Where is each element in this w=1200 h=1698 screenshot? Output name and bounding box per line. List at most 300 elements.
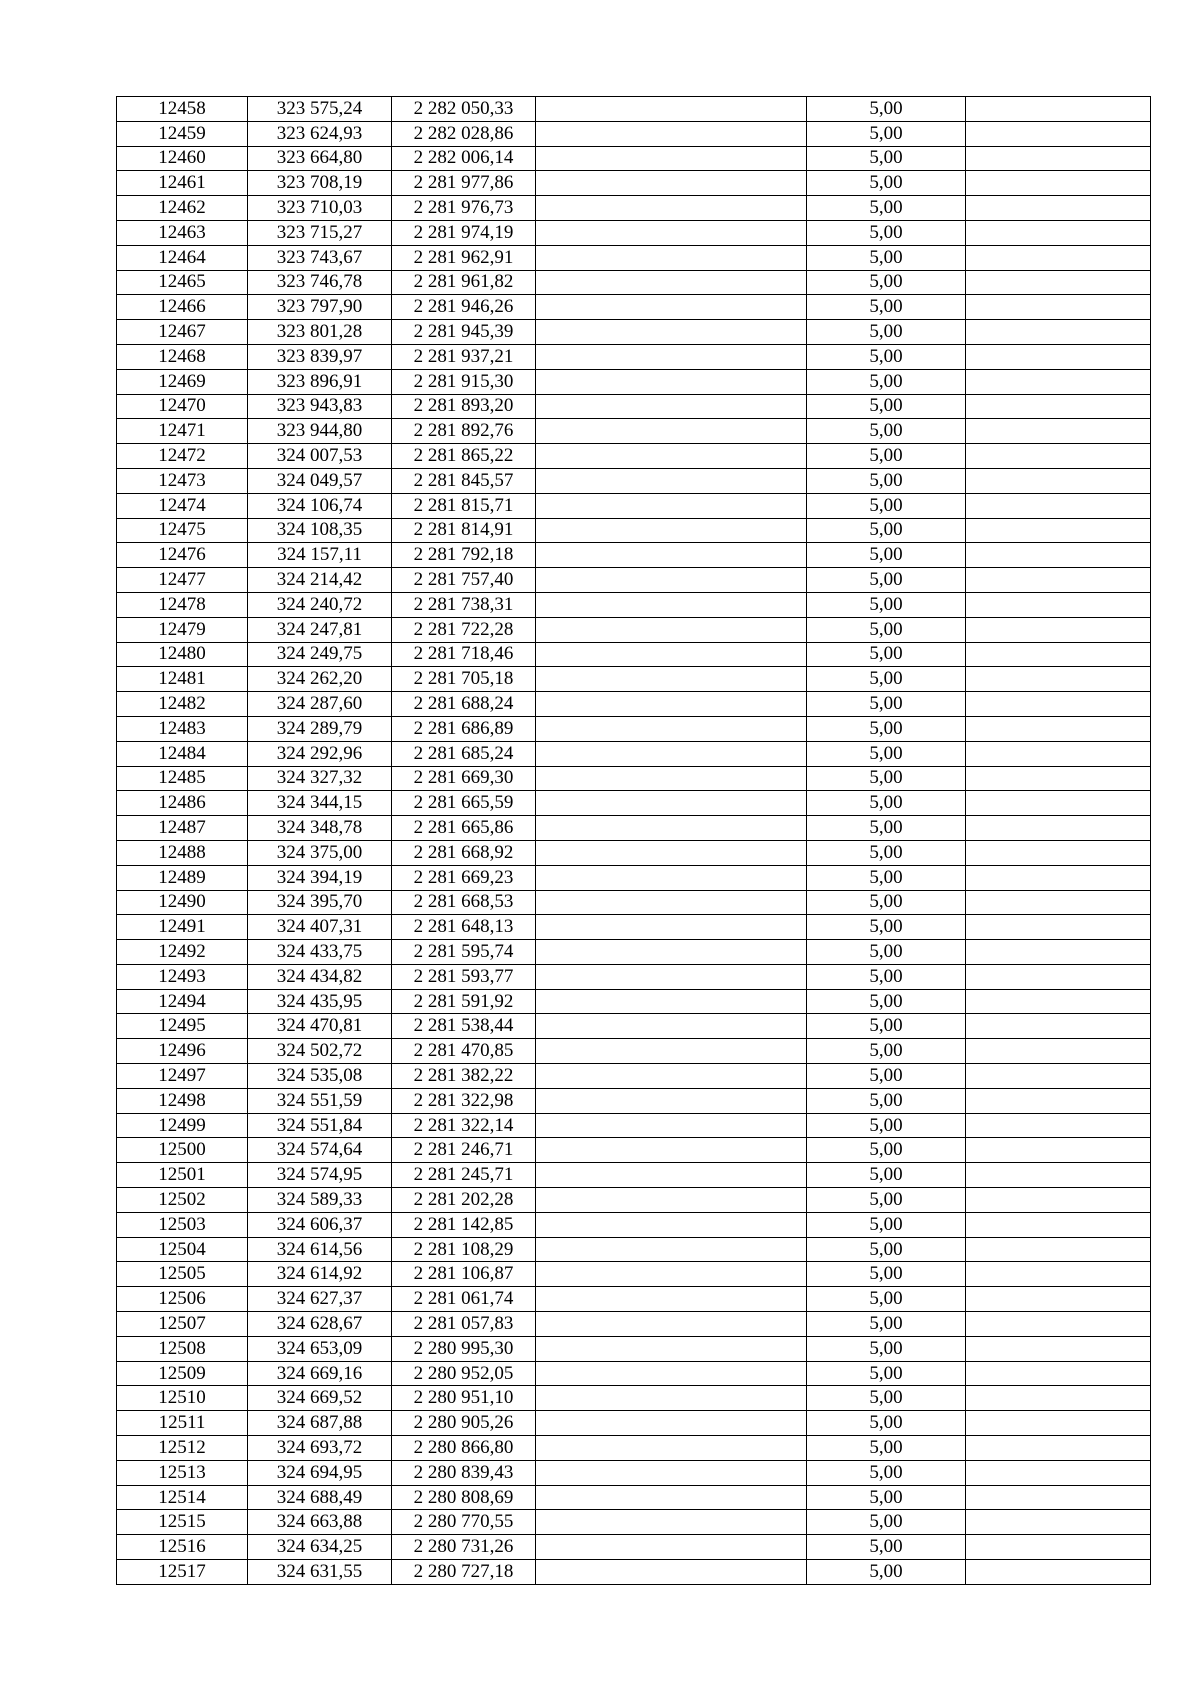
point-number-cell: 12478: [117, 592, 248, 617]
x-coordinate-cell: 324 693,72: [248, 1436, 392, 1461]
empty-cell: [966, 642, 1151, 667]
value-cell: 5,00: [807, 1411, 966, 1436]
x-coordinate-cell: 323 839,97: [248, 344, 392, 369]
table-row: [117, 444, 1151, 469]
empty-cell: [966, 1064, 1151, 1089]
y-coordinate-cell: 2 281 202,28: [392, 1188, 536, 1213]
value-cell: 5,00: [807, 171, 966, 196]
x-coordinate-cell: 323 896,91: [248, 369, 392, 394]
empty-cell: [536, 940, 807, 965]
value-cell: 5,00: [807, 1535, 966, 1560]
point-number-cell: 12514: [117, 1485, 248, 1510]
value-cell: 5,00: [807, 1113, 966, 1138]
point-number-cell: 12474: [117, 493, 248, 518]
y-coordinate-cell: 2 281 106,87: [392, 1262, 536, 1287]
empty-cell: [966, 270, 1151, 295]
value-cell: 5,00: [807, 270, 966, 295]
table-row: [117, 146, 1151, 171]
value-cell: 5,00: [807, 245, 966, 270]
point-number-cell: 12499: [117, 1113, 248, 1138]
value-cell: 5,00: [807, 1237, 966, 1262]
value-cell: 5,00: [807, 369, 966, 394]
x-coordinate-cell: 324 631,55: [248, 1560, 392, 1585]
table-row: [117, 369, 1151, 394]
x-coordinate-cell: 324 433,75: [248, 940, 392, 965]
empty-cell: [536, 667, 807, 692]
x-coordinate-cell: 323 575,24: [248, 97, 392, 122]
empty-cell: [536, 320, 807, 345]
empty-cell: [966, 989, 1151, 1014]
value-cell: 5,00: [807, 568, 966, 593]
empty-cell: [966, 1560, 1151, 1585]
empty-cell: [536, 1361, 807, 1386]
y-coordinate-cell: 2 281 705,18: [392, 667, 536, 692]
empty-cell: [966, 468, 1151, 493]
x-coordinate-cell: 324 669,52: [248, 1386, 392, 1411]
table-row: [117, 1485, 1151, 1510]
value-cell: 5,00: [807, 121, 966, 146]
table-row: [117, 617, 1151, 642]
y-coordinate-cell: 2 280 731,26: [392, 1535, 536, 1560]
empty-cell: [966, 1212, 1151, 1237]
empty-cell: [966, 940, 1151, 965]
empty-cell: [536, 1014, 807, 1039]
empty-cell: [966, 1510, 1151, 1535]
table-row: [117, 295, 1151, 320]
empty-cell: [966, 171, 1151, 196]
empty-cell: [966, 320, 1151, 345]
point-number-cell: 12460: [117, 146, 248, 171]
x-coordinate-cell: 324 435,95: [248, 989, 392, 1014]
table-row: [117, 344, 1151, 369]
table-row: [117, 642, 1151, 667]
y-coordinate-cell: 2 281 246,71: [392, 1138, 536, 1163]
value-cell: 5,00: [807, 1212, 966, 1237]
y-coordinate-cell: 2 281 685,24: [392, 741, 536, 766]
empty-cell: [536, 1436, 807, 1461]
value-cell: 5,00: [807, 642, 966, 667]
table-row: [117, 1560, 1151, 1585]
value-cell: 5,00: [807, 592, 966, 617]
y-coordinate-cell: 2 280 905,26: [392, 1411, 536, 1436]
x-coordinate-cell: 324 249,75: [248, 642, 392, 667]
table-row: [117, 1237, 1151, 1262]
point-number-cell: 12505: [117, 1262, 248, 1287]
table-row: [117, 543, 1151, 568]
point-number-cell: 12484: [117, 741, 248, 766]
empty-cell: [536, 766, 807, 791]
table-row: [117, 741, 1151, 766]
point-number-cell: 12512: [117, 1436, 248, 1461]
point-number-cell: 12515: [117, 1510, 248, 1535]
y-coordinate-cell: 2 281 665,86: [392, 816, 536, 841]
value-cell: 5,00: [807, 146, 966, 171]
point-number-cell: 12517: [117, 1560, 248, 1585]
y-coordinate-cell: 2 280 952,05: [392, 1361, 536, 1386]
table-row: [117, 692, 1151, 717]
table-row: [117, 320, 1151, 345]
value-cell: 5,00: [807, 1262, 966, 1287]
y-coordinate-cell: 2 281 946,26: [392, 295, 536, 320]
empty-cell: [536, 493, 807, 518]
x-coordinate-cell: 324 687,88: [248, 1411, 392, 1436]
y-coordinate-cell: 2 281 961,82: [392, 270, 536, 295]
empty-cell: [966, 543, 1151, 568]
empty-cell: [536, 1560, 807, 1585]
value-cell: 5,00: [807, 320, 966, 345]
x-coordinate-cell: 324 606,37: [248, 1212, 392, 1237]
empty-cell: [966, 816, 1151, 841]
x-coordinate-cell: 323 746,78: [248, 270, 392, 295]
point-number-cell: 12498: [117, 1088, 248, 1113]
empty-cell: [536, 146, 807, 171]
empty-cell: [966, 1336, 1151, 1361]
x-coordinate-cell: 324 669,16: [248, 1361, 392, 1386]
empty-cell: [536, 394, 807, 419]
table-row: [117, 518, 1151, 543]
y-coordinate-cell: 2 281 669,23: [392, 865, 536, 890]
table-row: [117, 964, 1151, 989]
point-number-cell: 12473: [117, 468, 248, 493]
empty-cell: [536, 568, 807, 593]
empty-cell: [966, 121, 1151, 146]
empty-cell: [966, 964, 1151, 989]
x-coordinate-cell: 323 708,19: [248, 171, 392, 196]
empty-cell: [966, 890, 1151, 915]
x-coordinate-cell: 324 395,70: [248, 890, 392, 915]
value-cell: 5,00: [807, 1560, 966, 1585]
empty-cell: [536, 1262, 807, 1287]
empty-cell: [536, 1064, 807, 1089]
value-cell: 5,00: [807, 915, 966, 940]
y-coordinate-cell: 2 281 814,91: [392, 518, 536, 543]
empty-cell: [966, 1188, 1151, 1213]
point-number-cell: 12480: [117, 642, 248, 667]
empty-cell: [536, 444, 807, 469]
point-number-cell: 12470: [117, 394, 248, 419]
y-coordinate-cell: 2 281 057,83: [392, 1312, 536, 1337]
value-cell: 5,00: [807, 468, 966, 493]
point-number-cell: 12472: [117, 444, 248, 469]
value-cell: 5,00: [807, 1361, 966, 1386]
y-coordinate-cell: 2 280 995,30: [392, 1336, 536, 1361]
x-coordinate-cell: 324 634,25: [248, 1535, 392, 1560]
empty-cell: [966, 1411, 1151, 1436]
y-coordinate-cell: 2 281 245,71: [392, 1163, 536, 1188]
value-cell: 5,00: [807, 1088, 966, 1113]
table-row: [117, 989, 1151, 1014]
table-row: [117, 1262, 1151, 1287]
y-coordinate-cell: 2 281 688,24: [392, 692, 536, 717]
empty-cell: [536, 295, 807, 320]
x-coordinate-cell: 324 289,79: [248, 716, 392, 741]
point-number-cell: 12462: [117, 196, 248, 221]
empty-cell: [966, 1237, 1151, 1262]
table-row: [117, 1411, 1151, 1436]
empty-cell: [536, 716, 807, 741]
value-cell: 5,00: [807, 1064, 966, 1089]
point-number-cell: 12464: [117, 245, 248, 270]
y-coordinate-cell: 2 281 322,98: [392, 1088, 536, 1113]
point-number-cell: 12482: [117, 692, 248, 717]
x-coordinate-cell: 323 797,90: [248, 295, 392, 320]
point-number-cell: 12494: [117, 989, 248, 1014]
empty-cell: [966, 1436, 1151, 1461]
value-cell: 5,00: [807, 196, 966, 221]
x-coordinate-cell: 324 688,49: [248, 1485, 392, 1510]
table-row: [117, 1535, 1151, 1560]
empty-cell: [536, 245, 807, 270]
empty-cell: [536, 642, 807, 667]
y-coordinate-cell: 2 280 770,55: [392, 1510, 536, 1535]
y-coordinate-cell: 2 281 977,86: [392, 171, 536, 196]
point-number-cell: 12467: [117, 320, 248, 345]
y-coordinate-cell: 2 281 470,85: [392, 1039, 536, 1064]
empty-cell: [536, 1138, 807, 1163]
value-cell: 5,00: [807, 964, 966, 989]
empty-cell: [536, 1188, 807, 1213]
point-number-cell: 12506: [117, 1287, 248, 1312]
value-cell: 5,00: [807, 865, 966, 890]
y-coordinate-cell: 2 281 722,28: [392, 617, 536, 642]
empty-cell: [966, 97, 1151, 122]
empty-cell: [966, 146, 1151, 171]
point-number-cell: 12489: [117, 865, 248, 890]
x-coordinate-cell: 324 470,81: [248, 1014, 392, 1039]
value-cell: 5,00: [807, 220, 966, 245]
y-coordinate-cell: 2 281 382,22: [392, 1064, 536, 1089]
point-number-cell: 12463: [117, 220, 248, 245]
empty-cell: [536, 1485, 807, 1510]
y-coordinate-cell: 2 281 945,39: [392, 320, 536, 345]
x-coordinate-cell: 323 664,80: [248, 146, 392, 171]
value-cell: 5,00: [807, 1312, 966, 1337]
empty-cell: [536, 270, 807, 295]
point-number-cell: 12477: [117, 568, 248, 593]
point-number-cell: 12503: [117, 1212, 248, 1237]
value-cell: 5,00: [807, 1014, 966, 1039]
empty-cell: [536, 97, 807, 122]
empty-cell: [536, 1113, 807, 1138]
table-row: [117, 791, 1151, 816]
empty-cell: [536, 543, 807, 568]
point-number-cell: 12475: [117, 518, 248, 543]
table-row: [117, 1460, 1151, 1485]
x-coordinate-cell: 324 344,15: [248, 791, 392, 816]
point-number-cell: 12459: [117, 121, 248, 146]
x-coordinate-cell: 324 262,20: [248, 667, 392, 692]
empty-cell: [966, 840, 1151, 865]
table-row: [117, 915, 1151, 940]
y-coordinate-cell: 2 280 727,18: [392, 1560, 536, 1585]
empty-cell: [536, 369, 807, 394]
table-row: [117, 1312, 1151, 1337]
point-number-cell: 12501: [117, 1163, 248, 1188]
x-coordinate-cell: 324 614,92: [248, 1262, 392, 1287]
y-coordinate-cell: 2 280 951,10: [392, 1386, 536, 1411]
empty-cell: [966, 419, 1151, 444]
empty-cell: [536, 171, 807, 196]
empty-cell: [966, 692, 1151, 717]
value-cell: 5,00: [807, 344, 966, 369]
value-cell: 5,00: [807, 518, 966, 543]
value-cell: 5,00: [807, 1287, 966, 1312]
y-coordinate-cell: 2 281 792,18: [392, 543, 536, 568]
point-number-cell: 12513: [117, 1460, 248, 1485]
empty-cell: [966, 1088, 1151, 1113]
empty-cell: [966, 915, 1151, 940]
point-number-cell: 12485: [117, 766, 248, 791]
empty-cell: [966, 444, 1151, 469]
point-number-cell: 12481: [117, 667, 248, 692]
x-coordinate-cell: 324 106,74: [248, 493, 392, 518]
point-number-cell: 12495: [117, 1014, 248, 1039]
empty-cell: [966, 741, 1151, 766]
point-number-cell: 12490: [117, 890, 248, 915]
x-coordinate-cell: 323 944,80: [248, 419, 392, 444]
empty-cell: [536, 816, 807, 841]
point-number-cell: 12491: [117, 915, 248, 940]
point-number-cell: 12504: [117, 1237, 248, 1262]
empty-cell: [536, 468, 807, 493]
value-cell: 5,00: [807, 667, 966, 692]
table-row: [117, 245, 1151, 270]
empty-cell: [536, 196, 807, 221]
value-cell: 5,00: [807, 766, 966, 791]
empty-cell: [536, 1212, 807, 1237]
value-cell: 5,00: [807, 791, 966, 816]
table-row: [117, 1510, 1151, 1535]
y-coordinate-cell: 2 281 738,31: [392, 592, 536, 617]
point-number-cell: 12468: [117, 344, 248, 369]
table-row: [117, 1014, 1151, 1039]
empty-cell: [536, 1163, 807, 1188]
empty-cell: [966, 518, 1151, 543]
table-row: [117, 394, 1151, 419]
point-number-cell: 12502: [117, 1188, 248, 1213]
x-coordinate-cell: 324 292,96: [248, 741, 392, 766]
point-number-cell: 12471: [117, 419, 248, 444]
value-cell: 5,00: [807, 1163, 966, 1188]
value-cell: 5,00: [807, 1485, 966, 1510]
empty-cell: [536, 915, 807, 940]
point-number-cell: 12511: [117, 1411, 248, 1436]
x-coordinate-cell: 324 551,84: [248, 1113, 392, 1138]
empty-cell: [966, 1312, 1151, 1337]
table-row: [117, 97, 1151, 122]
empty-cell: [536, 890, 807, 915]
x-coordinate-cell: 324 108,35: [248, 518, 392, 543]
x-coordinate-cell: 324 157,11: [248, 543, 392, 568]
table-row: [117, 667, 1151, 692]
y-coordinate-cell: 2 281 718,46: [392, 642, 536, 667]
empty-cell: [536, 1336, 807, 1361]
point-number-cell: 12508: [117, 1336, 248, 1361]
point-number-cell: 12492: [117, 940, 248, 965]
value-cell: 5,00: [807, 97, 966, 122]
point-number-cell: 12486: [117, 791, 248, 816]
value-cell: 5,00: [807, 1336, 966, 1361]
point-number-cell: 12507: [117, 1312, 248, 1337]
value-cell: 5,00: [807, 444, 966, 469]
empty-cell: [536, 1039, 807, 1064]
empty-cell: [966, 1460, 1151, 1485]
table-row: [117, 1436, 1151, 1461]
value-cell: 5,00: [807, 617, 966, 642]
empty-cell: [966, 791, 1151, 816]
table-row: [117, 270, 1151, 295]
empty-cell: [536, 518, 807, 543]
point-number-cell: 12487: [117, 816, 248, 841]
value-cell: 5,00: [807, 816, 966, 841]
y-coordinate-cell: 2 281 974,19: [392, 220, 536, 245]
x-coordinate-cell: 324 589,33: [248, 1188, 392, 1213]
coordinates-table: [116, 96, 1151, 1585]
empty-cell: [536, 1088, 807, 1113]
y-coordinate-cell: 2 281 757,40: [392, 568, 536, 593]
table-row: [117, 196, 1151, 221]
y-coordinate-cell: 2 281 593,77: [392, 964, 536, 989]
y-coordinate-cell: 2 281 669,30: [392, 766, 536, 791]
point-number-cell: 12496: [117, 1039, 248, 1064]
value-cell: 5,00: [807, 716, 966, 741]
value-cell: 5,00: [807, 543, 966, 568]
empty-cell: [966, 568, 1151, 593]
y-coordinate-cell: 2 281 937,21: [392, 344, 536, 369]
empty-cell: [536, 617, 807, 642]
empty-cell: [966, 1485, 1151, 1510]
point-number-cell: 12461: [117, 171, 248, 196]
point-number-cell: 12466: [117, 295, 248, 320]
table-row: [117, 716, 1151, 741]
table-row: [117, 1113, 1151, 1138]
empty-cell: [536, 344, 807, 369]
x-coordinate-cell: 324 327,32: [248, 766, 392, 791]
table-row: [117, 890, 1151, 915]
table-row: [117, 766, 1151, 791]
table-row: [117, 1287, 1151, 1312]
point-number-cell: 12476: [117, 543, 248, 568]
table-row: [117, 1138, 1151, 1163]
empty-cell: [536, 964, 807, 989]
empty-cell: [966, 369, 1151, 394]
empty-cell: [536, 1386, 807, 1411]
table-row: [117, 1064, 1151, 1089]
point-number-cell: 12465: [117, 270, 248, 295]
empty-cell: [536, 592, 807, 617]
value-cell: 5,00: [807, 1039, 966, 1064]
value-cell: 5,00: [807, 840, 966, 865]
empty-cell: [536, 1460, 807, 1485]
y-coordinate-cell: 2 281 668,92: [392, 840, 536, 865]
table-row: [117, 220, 1151, 245]
value-cell: 5,00: [807, 1436, 966, 1461]
table-body: [117, 97, 1151, 1585]
y-coordinate-cell: 2 281 595,74: [392, 940, 536, 965]
table-row: [117, 171, 1151, 196]
x-coordinate-cell: 323 943,83: [248, 394, 392, 419]
x-coordinate-cell: 324 247,81: [248, 617, 392, 642]
table-row: [117, 568, 1151, 593]
table-row: [117, 592, 1151, 617]
table-row: [117, 1361, 1151, 1386]
x-coordinate-cell: 324 627,37: [248, 1287, 392, 1312]
empty-cell: [536, 1535, 807, 1560]
y-coordinate-cell: 2 281 061,74: [392, 1287, 536, 1312]
empty-cell: [966, 865, 1151, 890]
empty-cell: [966, 716, 1151, 741]
x-coordinate-cell: 324 574,64: [248, 1138, 392, 1163]
